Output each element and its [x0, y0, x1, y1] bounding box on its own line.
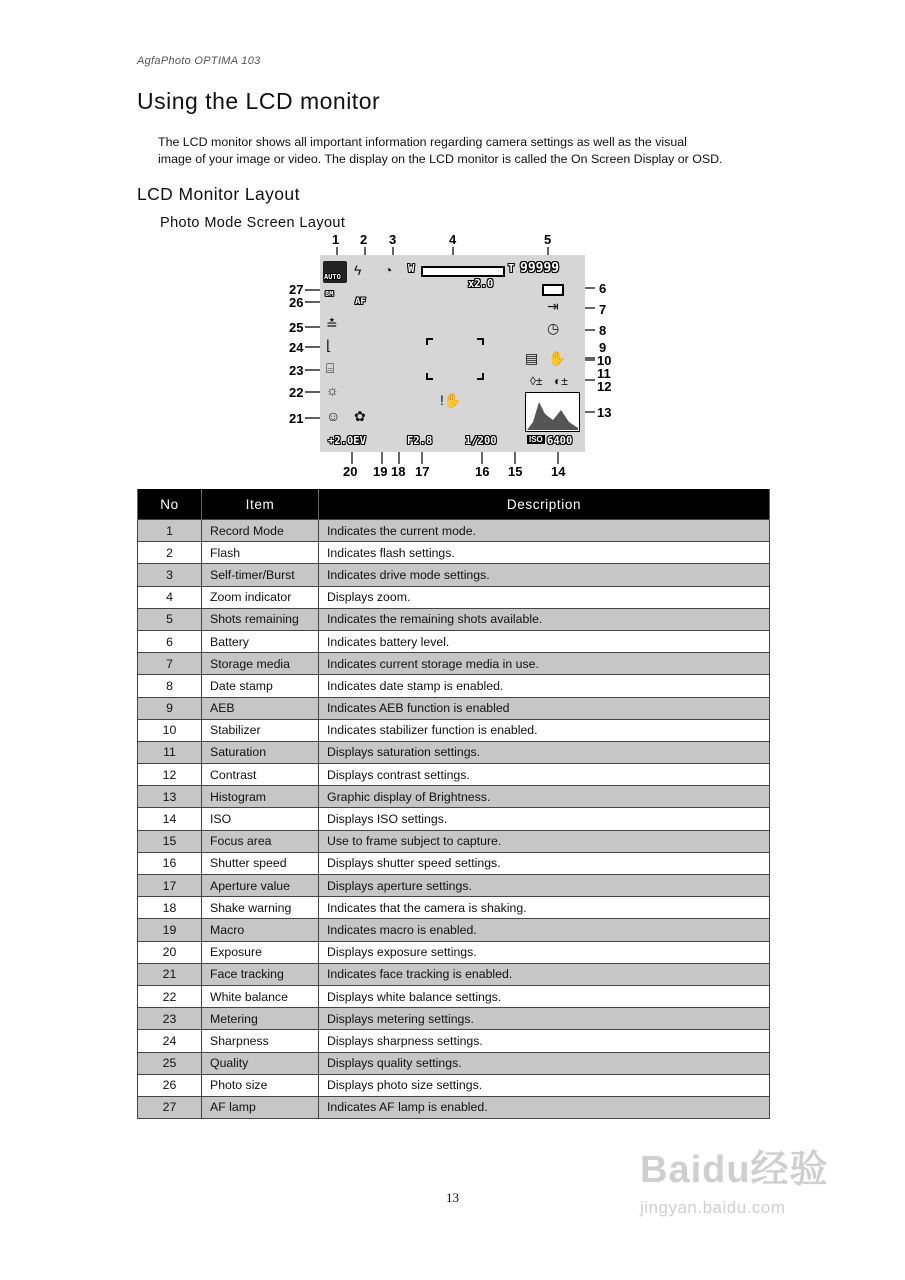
no-cell: 23: [138, 1008, 202, 1030]
no-cell: 11: [138, 741, 202, 763]
table-row: [138, 764, 770, 786]
table-row: [138, 586, 770, 608]
item-cell: Date stamp: [202, 675, 319, 697]
no-cell: 27: [138, 1096, 202, 1118]
no-cell: 2: [138, 542, 202, 564]
no-cell: 17: [138, 875, 202, 897]
item-cell: ISO: [202, 808, 319, 830]
description-cell: Indicates date stamp is enabled.: [319, 675, 770, 697]
aperture-value: F2.8: [407, 435, 433, 447]
section-title: LCD Monitor Layout: [137, 184, 300, 204]
subsection-title: Photo Mode Screen Layout: [160, 215, 346, 231]
item-cell: Zoom indicator: [202, 586, 319, 608]
callout-number: 6: [599, 281, 607, 296]
description-cell: Indicates the current mode.: [319, 520, 770, 542]
table-row: [138, 786, 770, 808]
table-row: [138, 919, 770, 941]
description-cell: Indicates drive mode settings.: [319, 564, 770, 586]
contrast-icon: ◐±: [554, 374, 568, 388]
description-cell: Displays shutter speed settings.: [319, 852, 770, 874]
histogram: [525, 392, 580, 432]
no-cell: 24: [138, 1030, 202, 1052]
item-cell: Focus area: [202, 830, 319, 852]
callout-number: 9: [599, 340, 607, 355]
item-cell: Record Mode: [202, 520, 319, 542]
item-cell: Photo size: [202, 1074, 319, 1096]
watermark: [640, 1150, 829, 1218]
intro-line: image of your image or video. The display on the LCD monitor is called the On Screen Display or OSD.: [158, 151, 723, 166]
table-row: [138, 608, 770, 630]
callout-number: 18: [391, 464, 406, 479]
table-row: [138, 875, 770, 897]
no-cell: 21: [138, 963, 202, 985]
no-cell: 20: [138, 941, 202, 963]
description-cell: Displays exposure settings.: [319, 941, 770, 963]
no-cell: 8: [138, 675, 202, 697]
zoom-wide-label: W: [408, 263, 415, 275]
table-row: [138, 630, 770, 652]
lcd-screen: [320, 255, 585, 452]
iso-value: 6400: [547, 435, 573, 447]
battery-icon: [542, 284, 564, 296]
callout-number: 24: [289, 340, 304, 355]
face-tracking-icon: ☺: [326, 408, 341, 424]
description-cell: Displays zoom.: [319, 586, 770, 608]
table-row: [138, 741, 770, 763]
item-cell: Aperture value: [202, 875, 319, 897]
self-timer-icon: ◔: [384, 262, 393, 278]
table-row: [138, 1052, 770, 1074]
item-cell: Metering: [202, 1008, 319, 1030]
item-table: [137, 489, 770, 1119]
table-header-row: [138, 489, 770, 520]
focus-area: [425, 337, 485, 381]
intro-line: The LCD monitor shows all important information regarding camera settings as well as the visual: [158, 135, 687, 149]
callout-number: 10: [597, 353, 612, 368]
flash-icon: ϟ: [354, 262, 362, 278]
description-cell: Indicates battery level.: [319, 630, 770, 652]
item-cell: Face tracking: [202, 963, 319, 985]
table-row: [138, 941, 770, 963]
table-row: [138, 897, 770, 919]
no-cell: 6: [138, 630, 202, 652]
no-cell: 12: [138, 764, 202, 786]
item-cell: Macro: [202, 919, 319, 941]
callout-number: 3: [389, 232, 397, 247]
table-row: [138, 808, 770, 830]
item-cell: AEB: [202, 697, 319, 719]
no-cell: 9: [138, 697, 202, 719]
callout-number: 2: [360, 232, 368, 247]
macro-icon: ✿: [354, 408, 366, 424]
shots-remaining: 99999: [520, 261, 560, 276]
callout-number: 15: [508, 464, 523, 479]
table-body: [138, 520, 770, 1119]
no-cell: 22: [138, 985, 202, 1007]
sharpness-icon: ⌊: [326, 337, 332, 353]
table-row: [138, 653, 770, 675]
description-cell: Indicates macro is enabled.: [319, 919, 770, 941]
item-cell: Histogram: [202, 786, 319, 808]
no-cell: 5: [138, 608, 202, 630]
callout-number: 21: [289, 411, 304, 426]
description-cell: Indicates current storage media in use.: [319, 653, 770, 675]
callout-number: 4: [449, 232, 457, 247]
table-row: [138, 1096, 770, 1118]
shake-warning-icon: !✋: [440, 392, 462, 408]
table-row: [138, 1008, 770, 1030]
callout-number: 1: [332, 232, 340, 247]
item-cell: White balance: [202, 985, 319, 1007]
description-cell: Displays aperture settings.: [319, 875, 770, 897]
item-cell: Flash: [202, 542, 319, 564]
table-row: [138, 830, 770, 852]
item-cell: Battery: [202, 630, 319, 652]
description-cell: Indicates AF lamp is enabled.: [319, 1096, 770, 1118]
no-cell: 16: [138, 852, 202, 874]
exposure-value: +2.0EV: [328, 435, 366, 447]
item-cell: Contrast: [202, 764, 319, 786]
description-cell: Indicates AEB function is enabled: [319, 697, 770, 719]
item-cell: Sharpness: [202, 1030, 319, 1052]
description-cell: Displays sharpness settings.: [319, 1030, 770, 1052]
item-cell: Stabilizer: [202, 719, 319, 741]
stabilizer-icon: ✋: [548, 350, 566, 366]
callout-number: 14: [551, 464, 566, 479]
callout-number: 25: [289, 320, 304, 335]
description-cell: Displays photo size settings.: [319, 1074, 770, 1096]
description-cell: Displays white balance settings.: [319, 985, 770, 1007]
description-cell: Displays metering settings.: [319, 1008, 770, 1030]
no-cell: 26: [138, 1074, 202, 1096]
saturation-icon: ◊±: [530, 374, 543, 388]
photo-size-label: 8M: [325, 290, 334, 298]
callout-number: 16: [475, 464, 490, 479]
no-cell: 1: [138, 520, 202, 542]
iso-label: ISO: [529, 435, 543, 444]
description-cell: Indicates the remaining shots available.: [319, 608, 770, 630]
table-row: [138, 963, 770, 985]
callout-number: 12: [597, 379, 612, 394]
table-row: [138, 675, 770, 697]
callout-number: 5: [544, 232, 552, 247]
watermark-url: jingyan.baidu.com: [640, 1198, 786, 1217]
callout-number: 17: [415, 464, 430, 479]
no-cell: 10: [138, 719, 202, 741]
description-cell: Indicates stabilizer function is enabled.: [319, 719, 770, 741]
description-cell: Use to frame subject to capture.: [319, 830, 770, 852]
header-no: No: [138, 489, 202, 520]
storage-icon: ⇥: [547, 298, 559, 314]
item-cell: Storage media: [202, 653, 319, 675]
item-cell: Self-timer/Burst: [202, 564, 319, 586]
item-cell: Saturation: [202, 741, 319, 763]
table-row: [138, 520, 770, 542]
no-cell: 7: [138, 653, 202, 675]
no-cell: 13: [138, 786, 202, 808]
table-row: [138, 1074, 770, 1096]
record-mode-label: AUTO: [324, 273, 341, 281]
header-item: Item: [202, 489, 319, 520]
callout-number: 27: [289, 282, 304, 297]
af-lamp-label: AF: [355, 297, 366, 307]
item-cell: AF lamp: [202, 1096, 319, 1118]
table-row: [138, 852, 770, 874]
description-cell: Displays ISO settings.: [319, 808, 770, 830]
zoom-tele-label: T: [508, 263, 515, 275]
table-row: [138, 1030, 770, 1052]
table-row: [138, 719, 770, 741]
description-cell: Displays quality settings.: [319, 1052, 770, 1074]
item-cell: Exposure: [202, 941, 319, 963]
no-cell: 19: [138, 919, 202, 941]
no-cell: 18: [138, 897, 202, 919]
no-cell: 15: [138, 830, 202, 852]
item-cell: Shutter speed: [202, 852, 319, 874]
callout-number: 11: [597, 366, 611, 381]
description-cell: Indicates face tracking is enabled.: [319, 963, 770, 985]
callout-number: 23: [289, 363, 304, 378]
callout-number: 22: [289, 385, 304, 400]
item-cell: Shots remaining: [202, 608, 319, 630]
metering-icon: ⌸: [326, 360, 335, 376]
aeb-icon: ▤: [525, 350, 539, 366]
callout-number: 20: [343, 464, 358, 479]
page-title: Using the LCD monitor: [137, 88, 381, 114]
date-stamp-icon: ◷: [547, 320, 560, 336]
table-row: [138, 564, 770, 586]
description-cell: Displays saturation settings.: [319, 741, 770, 763]
zoom-bar: [421, 266, 505, 277]
quality-icon: ≛: [326, 316, 338, 332]
no-cell: 4: [138, 586, 202, 608]
description-cell: Indicates flash settings.: [319, 542, 770, 564]
table-row: [138, 985, 770, 1007]
zoom-value: x2.0: [468, 278, 494, 290]
description-cell: Indicates that the camera is shaking.: [319, 897, 770, 919]
page-number: 13: [446, 1190, 459, 1205]
description-cell: Displays contrast settings.: [319, 764, 770, 786]
callout-number: 7: [599, 302, 607, 317]
white-balance-icon: ☼: [326, 382, 339, 398]
no-cell: 3: [138, 564, 202, 586]
shutter-value: 1/200: [465, 435, 497, 447]
callout-number: 26: [289, 295, 304, 310]
running-header: AgfaPhoto OPTIMA 103: [137, 55, 261, 67]
description-cell: Graphic display of Brightness.: [319, 786, 770, 808]
item-cell: Shake warning: [202, 897, 319, 919]
item-cell: Quality: [202, 1052, 319, 1074]
no-cell: 25: [138, 1052, 202, 1074]
header-description: Description: [319, 489, 770, 520]
callout-number: 8: [599, 323, 607, 338]
watermark-logo: Baidu经验: [640, 1149, 829, 1191]
intro-paragraph: [158, 134, 788, 167]
lcd-layout-diagram: [285, 230, 625, 480]
callout-number: 19: [373, 464, 388, 479]
callout-number: 13: [597, 405, 612, 420]
table-row: [138, 697, 770, 719]
table-row: [138, 542, 770, 564]
no-cell: 14: [138, 808, 202, 830]
